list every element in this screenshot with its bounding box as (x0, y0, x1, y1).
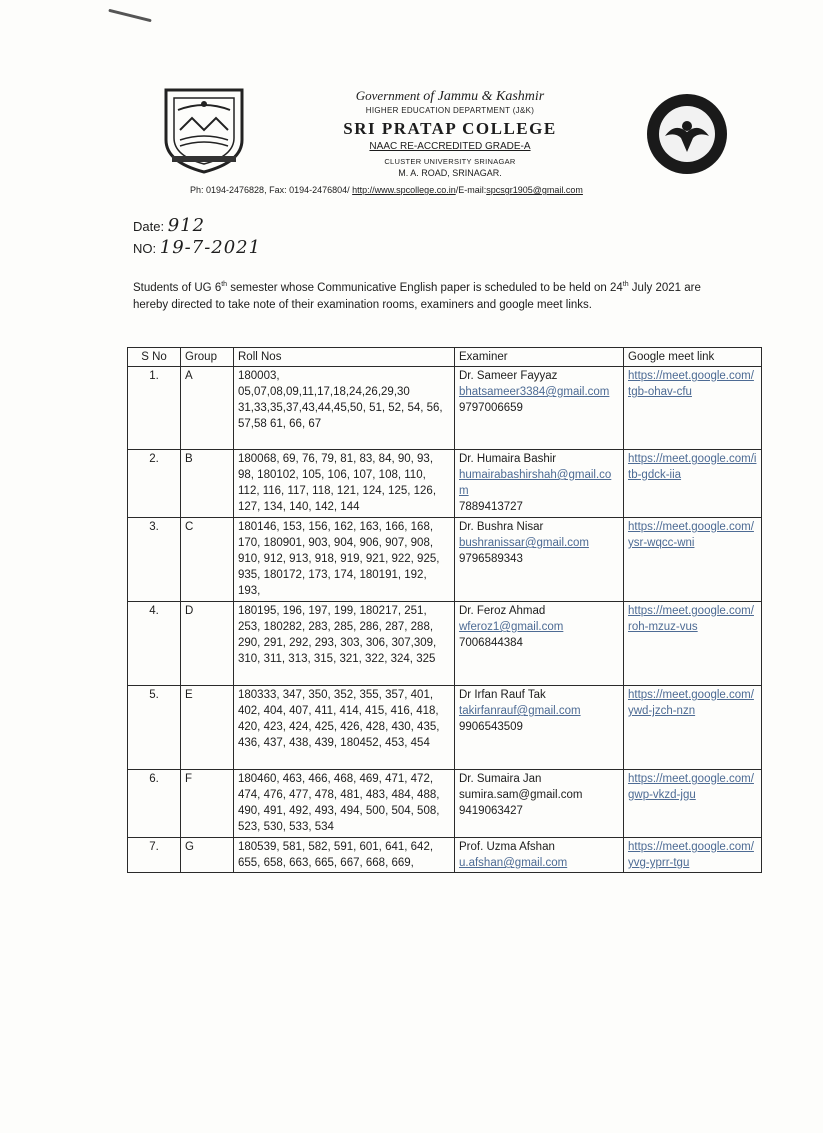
meet-link-cell (624, 770, 762, 838)
address-line: M. A. ROAD, SRINAGAR. (398, 168, 502, 178)
sno-cell: 6. (128, 770, 181, 838)
roll-nos-cell: 180460, 463, 466, 468, 469, 471, 472, 474, 476, 477, 478, 481, 483, 484, 488, 490, 491, 492, 493, 494, 500, 504, 508, 523, 530, 533, 534 (234, 770, 455, 838)
examiner-phone: 9796589343 (459, 553, 523, 565)
examiner-email-link[interactable]: humairabashirshah@gmail.com (459, 469, 612, 497)
college-name: SRI PRATAP COLLEGE (343, 119, 557, 138)
examiner-email-link[interactable]: u.afshan@gmail.com (459, 857, 568, 869)
examiner-cell (455, 838, 624, 873)
table-row (128, 602, 762, 686)
header-group: Group (181, 348, 234, 367)
number-field: NO: 19-7-2021 (133, 237, 262, 258)
table-row (128, 770, 762, 838)
meet-link-cell (624, 838, 762, 873)
group-cell: B (181, 450, 234, 518)
number-handwritten: 19-7-2021 (159, 237, 262, 258)
group-cell: G (181, 838, 234, 873)
roll-nos-cell: 180068, 69, 76, 79, 81, 83, 84, 90, 93, 98, 180102, 105, 106, 107, 108, 110, 112, 116, 117, 118, 121, 124, 125, 126, 127, 134, 140, 142, 144 (234, 450, 455, 518)
meet-link[interactable]: https://meet.google.com/ywd-jzch-nzn (628, 689, 754, 717)
meet-link[interactable]: https://meet.google.com/itb-gdck-iia (628, 453, 757, 481)
sno-cell: 1. (128, 367, 181, 450)
table-row (128, 838, 762, 873)
examiner-cell (455, 602, 624, 686)
examiner-cell (455, 770, 624, 838)
meet-link[interactable]: https://meet.google.com/tgb-ohav-cfu (628, 370, 754, 398)
table-row (128, 686, 762, 770)
accreditation-line: NAAC RE-ACCREDITED GRADE-A (369, 141, 531, 152)
date-handwritten: 912 (167, 215, 206, 236)
examiner-phone: 9419063427 (459, 805, 523, 817)
sno-cell: 5. (128, 686, 181, 770)
meet-link-cell (624, 602, 762, 686)
examiner-cell (455, 450, 624, 518)
table-row (128, 518, 762, 602)
sno-cell: 2. (128, 450, 181, 518)
contact-line: Ph: 0194-2476828, Fax: 0194-2476804/ http://www.spcollege.co.in/E-mail:spcsgr1905@gmail.com (190, 185, 583, 195)
group-cell: F (181, 770, 234, 838)
examiner-email-link[interactable]: bhatsameer3384@gmail.com (459, 386, 610, 398)
examiner-email-link[interactable]: wferoz1@gmail.com (459, 621, 564, 633)
header-roll-nos: Roll Nos (234, 348, 455, 367)
table-row (128, 450, 762, 518)
sno-cell: 7. (128, 838, 181, 873)
college-seal-icon (645, 92, 729, 176)
table-header-row (128, 348, 762, 367)
meet-link-cell (624, 450, 762, 518)
meet-link[interactable]: https://meet.google.com/ysr-wqcc-wni (628, 521, 754, 549)
meet-link-cell (624, 367, 762, 450)
examiner-phone: 9797006659 (459, 402, 523, 414)
header-sno: S No (128, 348, 181, 367)
examiner-name: Dr Irfan Rauf Tak (459, 689, 546, 701)
exam-schedule-table (127, 347, 762, 873)
government-title: Government of Jammu & Kashmir (355, 88, 545, 104)
group-cell: D (181, 602, 234, 686)
header-meet-link: Google meet link (624, 348, 762, 367)
university-line: CLUSTER UNIVERSITY SRINAGAR (384, 157, 516, 166)
meet-link[interactable]: https://meet.google.com/roh-mzuz-vus (628, 605, 754, 633)
examiner-name: Prof. Uzma Afshan (459, 841, 555, 853)
examiner-email: sumira.sam@gmail.com (459, 789, 583, 801)
roll-nos-cell: 180539, 581, 582, 591, 601, 641, 642, 655, 658, 663, 665, 667, 668, 669, (234, 838, 455, 873)
header-examiner: Examiner (455, 348, 624, 367)
meet-link[interactable]: https://meet.google.com/yvg-yprr-tgu (628, 841, 754, 869)
examiner-email-link[interactable]: bushranissar@gmail.com (459, 537, 589, 549)
examiner-name: Dr. Feroz Ahmad (459, 605, 546, 617)
sno-cell: 3. (128, 518, 181, 602)
roll-nos-cell: 180195, 196, 197, 199, 180217, 251, 253, 180282, 283, 285, 286, 287, 288, 290, 291, 292, 293, 303, 306, 307,309, 310, 311, 313, 315, 321, 322, 324, 325 (234, 602, 455, 686)
examiner-email-link[interactable]: takirfanrauf@gmail.com (459, 705, 581, 717)
website-link[interactable]: http://www.spcollege.co.in (352, 185, 456, 195)
jk-government-emblem-icon (158, 80, 250, 176)
college-email-link[interactable]: spcsgr1905@gmail.com (486, 185, 583, 195)
meet-link-cell (624, 518, 762, 602)
examiner-cell (455, 518, 624, 602)
examiner-cell (455, 686, 624, 770)
sno-cell: 4. (128, 602, 181, 686)
department-line: HIGHER EDUCATION DEPARTMENT (J&K) (365, 106, 535, 115)
pen-mark (108, 9, 151, 23)
meet-link[interactable]: https://meet.google.com/gwp-vkzd-jgu (628, 773, 754, 801)
examiner-phone: 9906543509 (459, 721, 523, 733)
meet-link-cell (624, 686, 762, 770)
examiner-phone: 7889413727 (459, 501, 523, 513)
date-field: Date: 912 (133, 215, 206, 236)
table-row (128, 367, 762, 450)
examiner-name: Dr. Sumaira Jan (459, 773, 542, 785)
notice-paragraph: Students of UG 6th semester whose Communicative English paper is scheduled to be held on 24th July 2021 are hereby directed to take note of their examination rooms, examiners and google meet links. (133, 281, 701, 311)
roll-nos-cell: 180003, 05,07,08,09,11,17,18,24,26,29,30 31,33,35,37,43,44,45,50, 51, 52, 54, 56, 57,58 61, 66, 67 (234, 367, 455, 450)
group-cell: A (181, 367, 234, 450)
group-cell: E (181, 686, 234, 770)
group-cell: C (181, 518, 234, 602)
examiner-name: Dr. Humaira Bashir (459, 453, 557, 465)
examiner-cell (455, 367, 624, 450)
examiner-name: Dr. Bushra Nisar (459, 521, 544, 533)
roll-nos-cell: 180333, 347, 350, 352, 355, 357, 401, 402, 404, 407, 411, 414, 415, 416, 418, 420, 423, 424, 425, 426, 428, 430, 435, 436, 437, 438, 439, 180452, 453, 454 (234, 686, 455, 770)
roll-nos-cell: 180146, 153, 156, 162, 163, 166, 168, 170, 180901, 903, 904, 906, 907, 908, 910, 912, 913, 918, 919, 921, 922, 925, 935, 180172, 173, 174, 180191, 192, 193, (234, 518, 455, 602)
examiner-name: Dr. Sameer Fayyaz (459, 370, 558, 382)
examiner-phone: 7006844384 (459, 637, 523, 649)
